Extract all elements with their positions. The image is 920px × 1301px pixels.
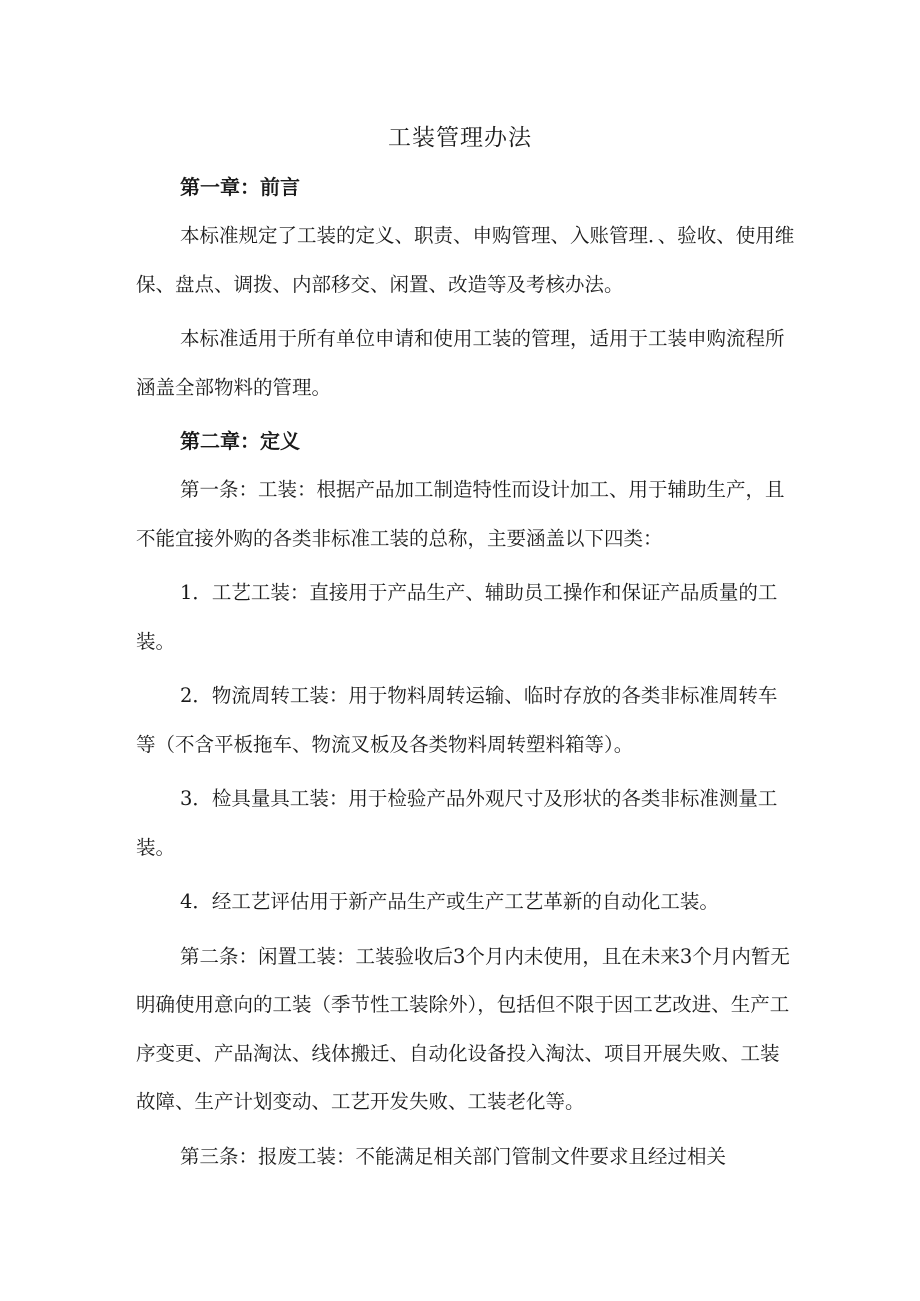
list-item-2: 2．物流周转工装：用于物料周转运输、临时存放的各类非标准周转车等（不含平板拖车、物流叉板及各类物料周转塑料箱等）。 <box>136 684 778 756</box>
chapter1-heading: 第一章：前言 <box>180 175 300 199</box>
article-2: 第二条：闲置工装：工装验收后3个月内未使用，且在未来3个月内暂无明确使用意向的工装（季节性工装除外），包括但不限于因工艺改进、生产工序变更、产品淘汰、线体搬迁、自动化设备投入淘汰、项目开展失败、工装故障、生产计划变动、工艺开发失败、工装老化等。 <box>136 944 790 1113</box>
chapter1-paragraph-1: 本标准规定了工装的定义、职责、申购管理、入账管理．、验收、使用维保、盘点、调拨、内部移交、闲置、改造等及考核办法。 <box>136 224 795 296</box>
document-title: 工装管理办法 <box>388 125 532 151</box>
list-item-4: 4．经工艺评估用于新产品生产或生产工艺革新的自动化工装。 <box>180 890 719 913</box>
list-item-3: 3．检具量具工装：用于检验产品外观尺寸及形状的各类非标准测量工装。 <box>136 787 778 859</box>
document-body <box>136 166 796 1181</box>
article-3: 第三条：报废工装：不能满足相关部门管制文件要求且经过相关 <box>180 1144 727 1168</box>
article-1: 第一条：工装：根据产品加工制造特性而设计加工、用于辅助生产，且不能宜接外购的各类非标准工装的总称，主要涵盖以下四类： <box>136 478 785 550</box>
chapter2-heading: 第二章：定义 <box>180 429 300 453</box>
list-item-1: 1．工艺工装：直接用于产品生产、辅助员工操作和保证产品质量的工装。 <box>136 581 778 653</box>
chapter1-paragraph-2: 本标准适用于所有单位申请和使用工装的管理，适用于工装申购流程所涵盖全部物料的管理。 <box>136 327 785 399</box>
